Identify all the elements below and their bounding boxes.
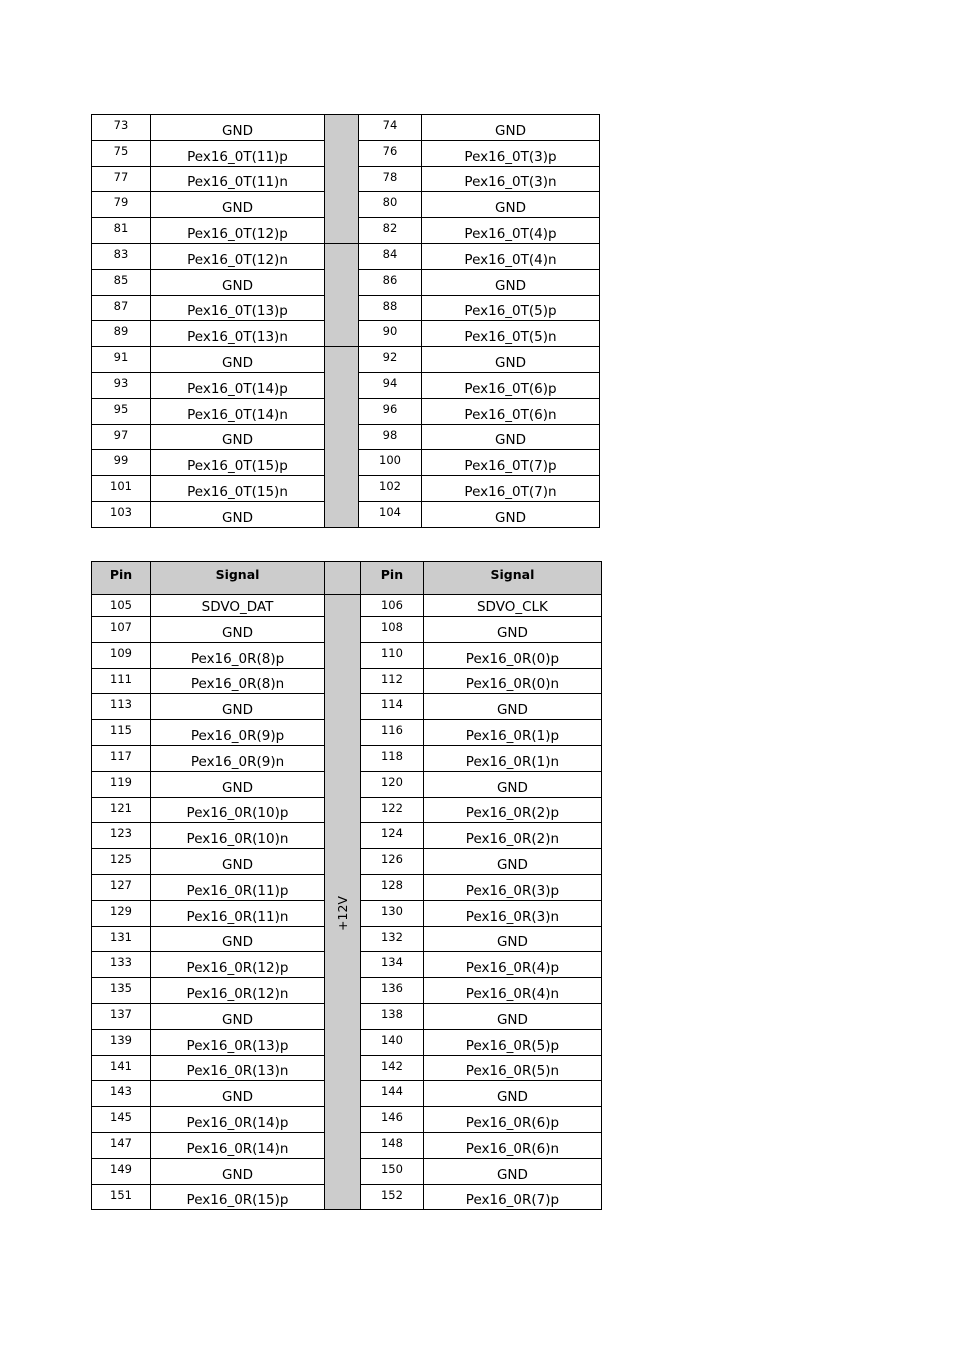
pin-number: 139	[92, 1029, 151, 1055]
pin-number: 87	[92, 295, 151, 321]
pin-number: 105	[92, 595, 151, 617]
signal-name: GND	[422, 192, 600, 218]
signal-name: Pex16_0R(8)p	[151, 642, 325, 668]
pin-number: 125	[92, 849, 151, 875]
signal-name: Pex16_0R(14)n	[151, 1132, 325, 1158]
table-row	[92, 243, 600, 269]
pin-number: 132	[360, 926, 423, 952]
table-row	[92, 347, 600, 373]
pin-number: 97	[92, 424, 151, 450]
middle-column	[325, 243, 359, 346]
pin-number: 74	[359, 115, 422, 141]
pin-number: 122	[360, 797, 423, 823]
signal-name: Pex16_0T(15)p	[151, 450, 325, 476]
signal-name: Pex16_0R(11)p	[151, 874, 325, 900]
pin-number: 75	[92, 140, 151, 166]
signal-name: Pex16_0R(12)n	[151, 978, 325, 1004]
pin-number: 109	[92, 642, 151, 668]
pin-number: 143	[92, 1081, 151, 1107]
pin-number: 84	[359, 243, 422, 269]
table-row	[92, 617, 602, 643]
pin-number: 131	[92, 926, 151, 952]
signal-name: GND	[151, 771, 325, 797]
signal-name: Pex16_0T(12)n	[151, 243, 325, 269]
pin-number: 115	[92, 720, 151, 746]
signal-name: Pex16_0T(13)n	[151, 321, 325, 347]
pin-number: 73	[92, 115, 151, 141]
pin-number: 96	[359, 398, 422, 424]
signal-name: Pex16_0R(0)p	[423, 642, 601, 668]
pin-number: 146	[360, 1107, 423, 1133]
middle-column	[325, 115, 359, 244]
signal-name: GND	[151, 617, 325, 643]
pin-number: 78	[359, 166, 422, 192]
pin-number: 90	[359, 321, 422, 347]
pin-number: 92	[359, 347, 422, 373]
pin-number: 130	[360, 900, 423, 926]
signal-name: SDVO_CLK	[423, 595, 601, 617]
signal-name: Pex16_0T(7)p	[422, 450, 600, 476]
pin-number: 80	[359, 192, 422, 218]
pin-number: 138	[360, 1003, 423, 1029]
pin-number: 124	[360, 823, 423, 849]
pin-number: 112	[360, 668, 423, 694]
signal-name: Pex16_0R(5)n	[423, 1055, 601, 1081]
pin-number: 81	[92, 218, 151, 244]
pin-number: 142	[360, 1055, 423, 1081]
table-header-row	[92, 562, 602, 595]
pin-number: 147	[92, 1132, 151, 1158]
table-row	[92, 115, 600, 141]
pin-number: 135	[92, 978, 151, 1004]
signal-name: GND	[151, 424, 325, 450]
signal-name: Pex16_0R(4)n	[423, 978, 601, 1004]
header-middle	[325, 562, 361, 595]
power-label: +12V	[334, 896, 350, 932]
signal-name: Pex16_0R(13)p	[151, 1029, 325, 1055]
signal-name: Pex16_0R(10)n	[151, 823, 325, 849]
pin-number: 148	[360, 1132, 423, 1158]
pin-number: 89	[92, 321, 151, 347]
pin-number: 110	[360, 642, 423, 668]
signal-name: Pex16_0R(7)p	[423, 1184, 601, 1210]
signal-name: Pex16_0R(9)p	[151, 720, 325, 746]
pin-number: 85	[92, 269, 151, 295]
middle-column	[325, 347, 359, 528]
pin-number: 145	[92, 1107, 151, 1133]
pin-number: 133	[92, 952, 151, 978]
pin-number: 99	[92, 450, 151, 476]
pin-number: 79	[92, 192, 151, 218]
signal-name: GND	[423, 1158, 601, 1184]
signal-name: Pex16_0R(3)p	[423, 874, 601, 900]
signal-name: GND	[423, 1003, 601, 1029]
signal-name: GND	[151, 926, 325, 952]
signal-name: Pex16_0T(6)p	[422, 372, 600, 398]
signal-name: Pex16_0R(14)p	[151, 1107, 325, 1133]
signal-name: Pex16_0R(11)n	[151, 900, 325, 926]
signal-name: Pex16_0T(4)n	[422, 243, 600, 269]
pin-number: 114	[360, 694, 423, 720]
signal-name: Pex16_0R(4)p	[423, 952, 601, 978]
signal-name: GND	[151, 501, 325, 527]
power-column	[325, 617, 361, 1210]
pin-number: 83	[92, 243, 151, 269]
signal-name: Pex16_0T(15)n	[151, 476, 325, 502]
pin-number: 149	[92, 1158, 151, 1184]
signal-name: Pex16_0R(1)n	[423, 745, 601, 771]
signal-name: GND	[422, 115, 600, 141]
signal-name: SDVO_DAT	[151, 595, 325, 617]
signal-name: GND	[151, 269, 325, 295]
signal-name: Pex16_0R(5)p	[423, 1029, 601, 1055]
signal-name: Pex16_0T(5)n	[422, 321, 600, 347]
pin-number: 150	[360, 1158, 423, 1184]
pin-number: 117	[92, 745, 151, 771]
pin-number: 140	[360, 1029, 423, 1055]
signal-name: GND	[422, 269, 600, 295]
pin-number: 108	[360, 617, 423, 643]
signal-name: GND	[422, 501, 600, 527]
signal-name: Pex16_0R(13)n	[151, 1055, 325, 1081]
signal-name: Pex16_0R(6)p	[423, 1107, 601, 1133]
signal-name: Pex16_0R(10)p	[151, 797, 325, 823]
signal-name: Pex16_0T(3)n	[422, 166, 600, 192]
pin-table-2	[91, 561, 602, 1210]
pin-number: 129	[92, 900, 151, 926]
pin-number: 94	[359, 372, 422, 398]
pin-table-1	[91, 114, 600, 528]
signal-name: GND	[151, 694, 325, 720]
signal-name: Pex16_0R(3)n	[423, 900, 601, 926]
signal-name: GND	[151, 849, 325, 875]
signal-name: GND	[423, 849, 601, 875]
pin-number: 111	[92, 668, 151, 694]
pin-number: 82	[359, 218, 422, 244]
pin-number: 134	[360, 952, 423, 978]
signal-name: GND	[151, 347, 325, 373]
header-signal-2: Signal	[423, 562, 601, 595]
pin-number: 93	[92, 372, 151, 398]
signal-name: Pex16_0R(0)n	[423, 668, 601, 694]
pin-number: 104	[359, 501, 422, 527]
signal-name: Pex16_0T(12)p	[151, 218, 325, 244]
signal-name: Pex16_0T(14)n	[151, 398, 325, 424]
signal-name: GND	[422, 347, 600, 373]
pin-number: 151	[92, 1184, 151, 1210]
pin-number: 86	[359, 269, 422, 295]
pin-number: 121	[92, 797, 151, 823]
pin-number: 137	[92, 1003, 151, 1029]
pin-number: 118	[360, 745, 423, 771]
pin-number: 95	[92, 398, 151, 424]
signal-name: Pex16_0T(11)p	[151, 140, 325, 166]
signal-name: Pex16_0T(5)p	[422, 295, 600, 321]
pin-number: 144	[360, 1081, 423, 1107]
header-pin-2: Pin	[360, 562, 423, 595]
signal-name: GND	[423, 694, 601, 720]
signal-name: GND	[151, 1003, 325, 1029]
table-row	[92, 595, 602, 617]
signal-name: Pex16_0R(6)n	[423, 1132, 601, 1158]
pin-number: 88	[359, 295, 422, 321]
signal-name: Pex16_0T(6)n	[422, 398, 600, 424]
signal-name: GND	[151, 192, 325, 218]
signal-name: Pex16_0R(2)p	[423, 797, 601, 823]
signal-name: GND	[422, 424, 600, 450]
pin-number: 119	[92, 771, 151, 797]
pin-number: 141	[92, 1055, 151, 1081]
signal-name: GND	[423, 771, 601, 797]
signal-name: GND	[151, 1081, 325, 1107]
pin-number: 77	[92, 166, 151, 192]
pin-number: 152	[360, 1184, 423, 1210]
pin-number: 126	[360, 849, 423, 875]
signal-name: GND	[423, 926, 601, 952]
signal-name: GND	[423, 1081, 601, 1107]
pin-number: 116	[360, 720, 423, 746]
pin-number: 98	[359, 424, 422, 450]
signal-name: GND	[151, 1158, 325, 1184]
signal-name: GND	[423, 617, 601, 643]
pin-number: 136	[360, 978, 423, 1004]
signal-name: Pex16_0T(4)p	[422, 218, 600, 244]
header-pin: Pin	[92, 562, 151, 595]
pin-number: 100	[359, 450, 422, 476]
pin-number: 102	[359, 476, 422, 502]
signal-name: Pex16_0R(9)n	[151, 745, 325, 771]
pin-number: 107	[92, 617, 151, 643]
pin-number: 101	[92, 476, 151, 502]
middle-column-top	[325, 595, 361, 617]
signal-name: Pex16_0R(8)n	[151, 668, 325, 694]
signal-name: Pex16_0T(13)p	[151, 295, 325, 321]
signal-name: Pex16_0R(15)p	[151, 1184, 325, 1210]
signal-name: Pex16_0T(3)p	[422, 140, 600, 166]
pin-number: 113	[92, 694, 151, 720]
pin-number: 127	[92, 874, 151, 900]
header-signal: Signal	[151, 562, 325, 595]
signal-name: Pex16_0T(14)p	[151, 372, 325, 398]
pin-number: 106	[360, 595, 423, 617]
signal-name: GND	[151, 115, 325, 141]
signal-name: Pex16_0T(7)n	[422, 476, 600, 502]
pin-number: 76	[359, 140, 422, 166]
signal-name: Pex16_0R(12)p	[151, 952, 325, 978]
signal-name: Pex16_0R(1)p	[423, 720, 601, 746]
pin-number: 128	[360, 874, 423, 900]
pin-number: 91	[92, 347, 151, 373]
pin-number: 120	[360, 771, 423, 797]
signal-name: Pex16_0R(2)n	[423, 823, 601, 849]
pin-number: 103	[92, 501, 151, 527]
signal-name: Pex16_0T(11)n	[151, 166, 325, 192]
pin-number: 123	[92, 823, 151, 849]
